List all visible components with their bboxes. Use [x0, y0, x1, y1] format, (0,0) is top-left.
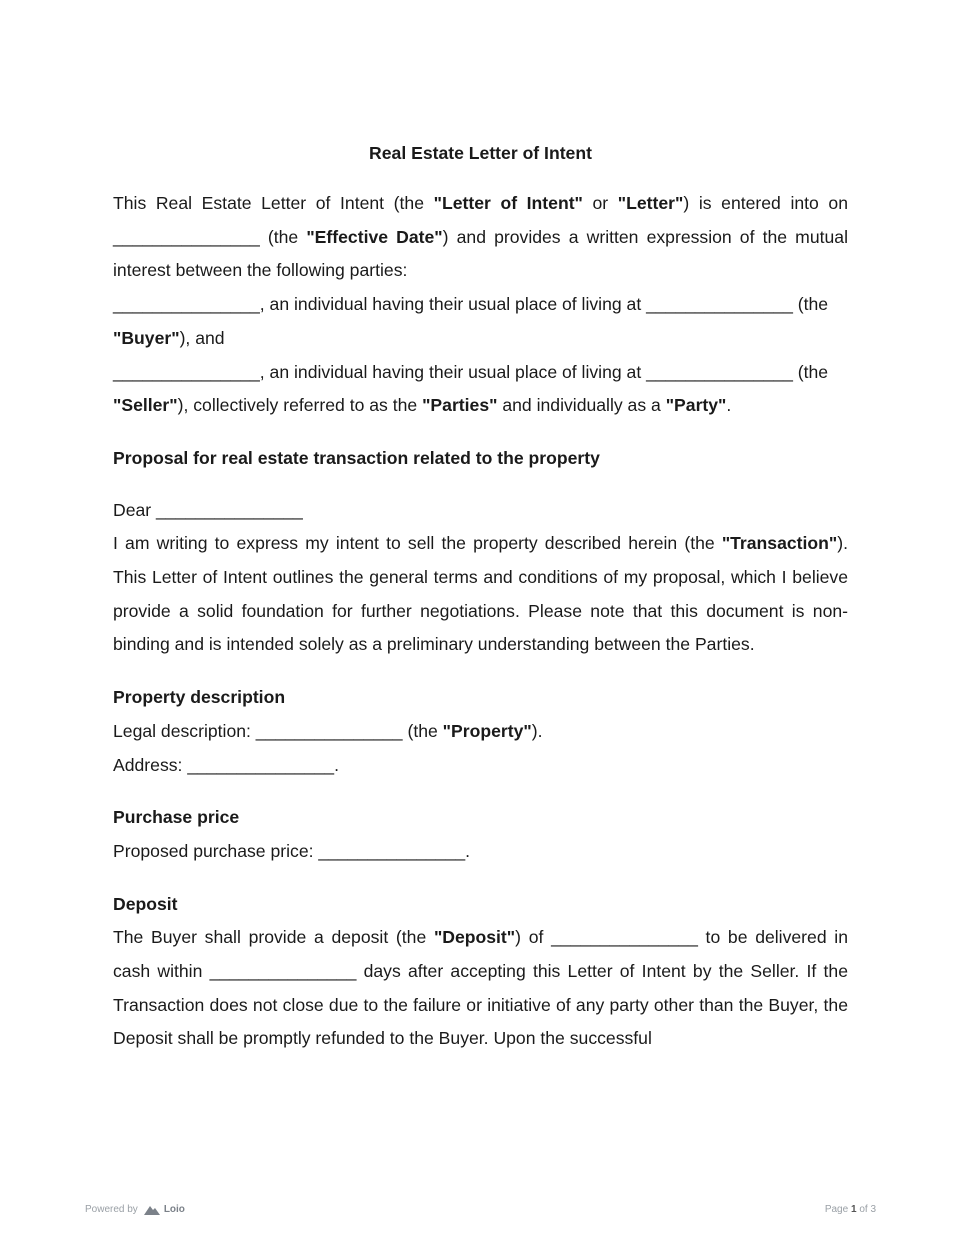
legal-text-2: ). — [531, 720, 543, 741]
property-description-heading: Property description — [113, 687, 286, 708]
purchase-price-line: Proposed purchase price: _______________. — [113, 840, 471, 861]
powered-by-footer — [85, 1203, 185, 1217]
deposit-text-1: The Buyer shall provide a deposit (the — [113, 927, 434, 948]
intro-text-3: ) is entered into on _______________ (the — [113, 193, 848, 247]
buyer-party-line — [113, 288, 848, 355]
term-letter: "Letter" — [617, 193, 684, 213]
intent-text-1: I am writing to express my intent to sell the property described herein (the — [113, 533, 722, 554]
intent-paragraph — [113, 527, 848, 662]
buyer-text-2: ), and — [179, 327, 225, 348]
legal-text-1: Legal description: _______________ (the — [113, 720, 443, 741]
seller-text-1: _______________, an individual having their usual place of living at _______________ (the — [113, 361, 829, 382]
term-property: "Property" — [442, 720, 532, 741]
page-separator: of — [859, 1204, 868, 1215]
legal-description-line — [113, 715, 848, 749]
seller-text-2: ), collectively referred to as the — [177, 395, 423, 416]
intro-text-2: or — [582, 193, 618, 213]
address-line: Address: _______________. — [113, 754, 339, 775]
seller-text-4: . — [726, 395, 732, 416]
term-party: "Party" — [665, 395, 727, 416]
buyer-text-1: _______________, an individual having their usual place of living at _______________ (the — [113, 294, 829, 315]
seller-party-line — [113, 356, 848, 423]
term-deposit: "Deposit" — [433, 927, 516, 948]
term-parties: "Parties" — [422, 395, 498, 416]
powered-by-label: Powered by — [85, 1204, 138, 1215]
term-buyer: "Buyer" — [113, 327, 180, 348]
intro-text-1: This Real Estate Letter of Intent (the — [113, 193, 434, 213]
loio-logo-icon — [144, 1205, 160, 1215]
page-number — [825, 1203, 876, 1217]
proposal-heading: Proposal for real estate transaction related to the property — [113, 447, 600, 468]
page-current: 1 — [850, 1204, 857, 1215]
document-title: Real Estate Letter of Intent — [369, 143, 592, 163]
term-letter-of-intent: "Letter of Intent" — [433, 193, 583, 213]
deposit-heading: Deposit — [113, 893, 178, 914]
seller-text-3: and individually as a — [497, 395, 666, 416]
intro-paragraph — [113, 187, 848, 288]
term-transaction: "Transaction" — [721, 533, 838, 554]
purchase-price-heading: Purchase price — [113, 807, 240, 828]
intent-text-2: ). This Letter of Intent outlines the general terms and conditions of my proposal, which I believe provide a solid foundation for further negotiations. Please note that this document is non-binding and is intended solely as a preliminary understanding between the Parties. — [113, 533, 848, 655]
document-body — [113, 142, 848, 1056]
term-seller: "Seller" — [113, 395, 178, 416]
dear-line: Dear _______________ — [113, 499, 303, 520]
intro-text-4: ) and provides a written expression of the mutual interest between the following parties: — [113, 226, 848, 281]
brand-name: Loio — [163, 1204, 185, 1215]
page-total: 3 — [870, 1204, 876, 1215]
page-prefix: Page — [824, 1204, 849, 1215]
deposit-text-2: ) of _______________ to be delivered in cash within _______________ days after accepting this Letter of Intent by the Seller. If the Transaction does not close due to the failure or initiative of any party other than the Buyer, the Deposit shall be promptly refunded to the Buyer. Upon the successful — [113, 927, 849, 1049]
deposit-paragraph — [113, 921, 848, 1056]
term-effective-date: "Effective Date" — [306, 226, 443, 247]
